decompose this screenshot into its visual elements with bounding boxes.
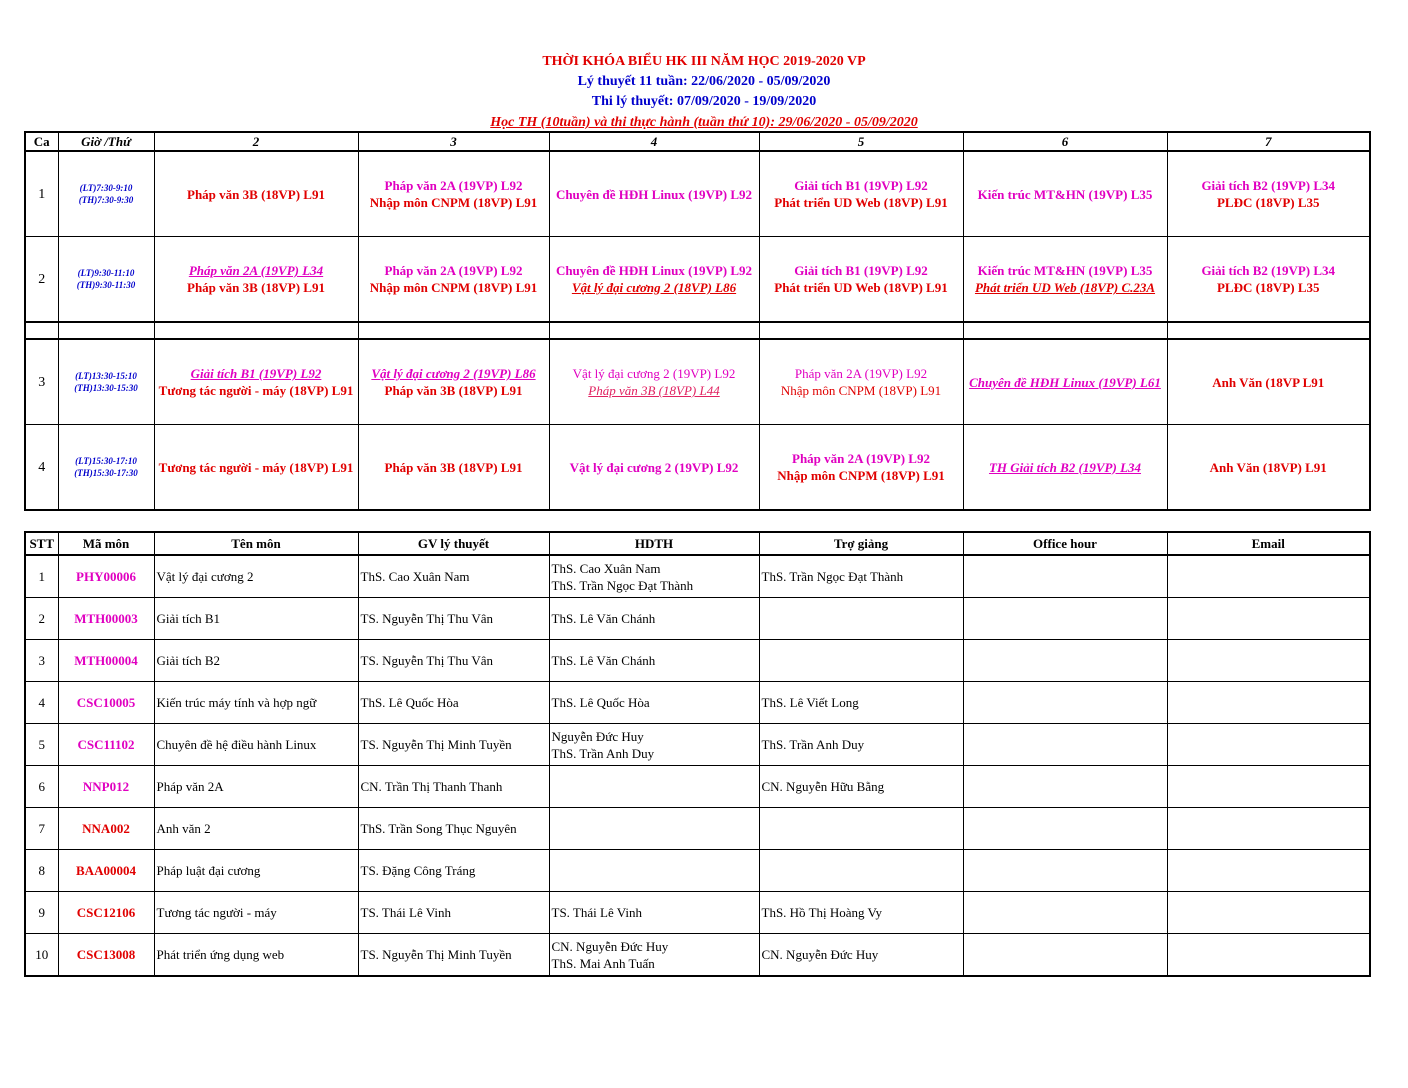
class-entry: Nhập môn CNPM (18VP) L91 <box>369 280 538 295</box>
timetable-row <box>25 151 1370 237</box>
timetable-cell <box>358 237 549 323</box>
class-entry: Nhập môn CNPM (18VP) L91 <box>777 468 945 483</box>
email <box>1167 850 1370 892</box>
course-name: Giải tích B1 <box>154 598 358 640</box>
course-name: Pháp luật đại cương <box>154 850 358 892</box>
course-index: 3 <box>25 640 58 682</box>
exam-period: Thi lý thuyết: 07/09/2020 - 19/09/2020 <box>591 94 817 109</box>
class-entry: Tương tác người - máy (18VP) L91 <box>158 459 354 475</box>
course-header-cell: STT <box>25 532 58 555</box>
course-index: 1 <box>25 555 58 598</box>
class-entry: Pháp văn 2A (19VP) L92 <box>384 263 523 278</box>
theory-lecturer: ThS. Trần Song Thục Nguyên <box>358 808 549 850</box>
class-entry: Vật lý đại cương 2 (19VP) L92 <box>572 366 736 381</box>
class-entry: Vật lý đại cương 2 (18VP) L86 <box>571 280 737 295</box>
class-entry: Pháp văn 3B (18VP) L91 <box>384 383 523 398</box>
teaching-assistant: ThS. Trần Ngọc Đạt Thành <box>759 555 963 598</box>
theory-lecturer: TS. Đặng Công Tráng <box>358 850 549 892</box>
practice-instructor: ThS. Trần Anh Duy <box>551 745 655 761</box>
class-entry: Anh Văn (18VP L91 <box>1212 374 1325 390</box>
timetable-row <box>25 425 1370 511</box>
timetable-header-cell: 4 <box>549 132 759 151</box>
course-index: 4 <box>25 682 58 724</box>
table-row <box>25 808 1370 850</box>
theory-lecturer: TS. Nguyễn Thị Minh Tuyền <box>358 934 549 977</box>
class-entry: Anh Văn (18VP) L91 <box>1209 459 1327 475</box>
course-code: CSC13008 <box>58 934 154 977</box>
timetable-cell <box>759 425 963 511</box>
course-code: CSC10005 <box>58 682 154 724</box>
timetable-body <box>25 151 1370 510</box>
practice-instructors <box>549 766 759 808</box>
practice-instructor: ThS. Lê Quốc Hòa <box>551 695 650 710</box>
theory-lecturer: TS. Nguyễn Thị Thu Vân <box>358 598 549 640</box>
course-header-cell: Tên môn <box>154 532 358 555</box>
course-code: MTH00003 <box>58 598 154 640</box>
class-entry: PLĐC (18VP) L35 <box>1216 280 1320 295</box>
practice-instructors <box>549 808 759 850</box>
table-row <box>25 555 1370 598</box>
time-range: (LT)7:30-9:10 <box>79 183 133 193</box>
timetable-row <box>25 237 1370 323</box>
course-code: NNA002 <box>58 808 154 850</box>
course-name: Phát triển ứng dụng web <box>154 934 358 977</box>
break-cell <box>58 322 154 339</box>
timetable-cell <box>963 237 1167 323</box>
office-hour <box>963 934 1167 977</box>
course-name: Anh văn 2 <box>154 808 358 850</box>
document-title: THỜI KHÓA BIỂU HK III NĂM HỌC 2019-2020 VP <box>542 54 866 69</box>
time-cell <box>58 339 154 425</box>
course-index: 10 <box>25 934 58 977</box>
break-cell <box>25 322 58 339</box>
theory-lecturer: TS. Nguyễn Thị Minh Tuyền <box>358 724 549 766</box>
class-entry: Pháp văn 3B (18VP) L44 <box>588 383 720 398</box>
course-code: PHY00006 <box>58 555 154 598</box>
office-hour <box>963 724 1167 766</box>
class-entry: Phát triển UD Web (18VP) L91 <box>774 280 948 295</box>
course-index: 6 <box>25 766 58 808</box>
office-hour <box>963 808 1167 850</box>
theory-period: Lý thuyết 11 tuần: 22/06/2020 - 05/09/2020 <box>577 74 831 89</box>
theory-lecturer: TS. Thái Lê Vinh <box>358 892 549 934</box>
class-entry: TH Giải tích B2 (19VP) L34 <box>988 459 1142 475</box>
course-index: 2 <box>25 598 58 640</box>
class-entry: Chuyên đề HĐH Linux (19VP) L92 <box>555 186 753 202</box>
office-hour <box>963 555 1167 598</box>
course-name: Chuyên đề hệ điều hành Linux <box>154 724 358 766</box>
timetable-cell <box>1167 151 1370 237</box>
timetable-cell <box>358 339 549 425</box>
timetable-header-cell: 2 <box>154 132 358 151</box>
teaching-assistant <box>759 598 963 640</box>
course-header-cell: Mã môn <box>58 532 154 555</box>
course-index: 5 <box>25 724 58 766</box>
break-cell <box>1167 322 1370 339</box>
course-name: Giải tích B2 <box>154 640 358 682</box>
practice-instructors <box>549 598 759 640</box>
time-range: (TH)7:30-9:30 <box>78 195 134 205</box>
course-list-table <box>24 531 1371 977</box>
class-entry: Giải tích B1 (19VP) L92 <box>794 178 928 193</box>
office-hour <box>963 682 1167 724</box>
table-row <box>25 682 1370 724</box>
time-range: (TH)9:30-11:30 <box>76 280 136 290</box>
class-entry: PLĐC (18VP) L35 <box>1216 195 1320 210</box>
teaching-assistant: ThS. Trần Anh Duy <box>759 724 963 766</box>
break-cell <box>549 322 759 339</box>
teaching-assistant <box>759 808 963 850</box>
email <box>1167 766 1370 808</box>
practice-instructor: Nguyễn Đức Huy <box>551 728 644 744</box>
teaching-assistant: CN. Nguyễn Hữu Bằng <box>759 766 963 808</box>
email <box>1167 934 1370 977</box>
course-code: NNP012 <box>58 766 154 808</box>
shift-number: 4 <box>25 425 58 511</box>
class-entry: Vật lý đại cương 2 (19VP) L92 <box>569 459 739 475</box>
class-entry: Pháp văn 2A (19VP) L92 <box>794 366 928 381</box>
timetable-cell <box>759 237 963 323</box>
practice-instructor: ThS. Lê Văn Chánh <box>551 653 656 668</box>
table-row <box>25 598 1370 640</box>
timetable-header-cell: 3 <box>358 132 549 151</box>
table-row <box>25 892 1370 934</box>
teaching-assistant: CN. Nguyễn Đức Huy <box>759 934 963 977</box>
office-hour <box>963 766 1167 808</box>
timetable-cell <box>358 425 549 511</box>
practice-instructor: ThS. Cao Xuân Nam <box>551 560 661 576</box>
course-header-cell: HDTH <box>549 532 759 555</box>
time-cell <box>58 237 154 323</box>
theory-lecturer: CN. Trần Thị Thanh Thanh <box>358 766 549 808</box>
timetable-cell <box>154 339 358 425</box>
break-cell <box>963 322 1167 339</box>
timetable-cell <box>549 151 759 237</box>
email <box>1167 724 1370 766</box>
course-header-cell: Office hour <box>963 532 1167 555</box>
timetable-header-cell: 5 <box>759 132 963 151</box>
timetable-cell <box>549 425 759 511</box>
class-entry: Chuyên đề HĐH Linux (19VP) L92 <box>555 263 753 278</box>
shift-number: 3 <box>25 339 58 425</box>
teaching-assistant <box>759 640 963 682</box>
teaching-assistant: ThS. Lê Viết Long <box>759 682 963 724</box>
timetable-cell <box>759 339 963 425</box>
shift-number: 2 <box>25 237 58 323</box>
timetable-cell <box>549 237 759 323</box>
course-code: MTH00004 <box>58 640 154 682</box>
time-range: (LT)15:30-17:10 <box>75 456 137 466</box>
class-entry: Nhập môn CNPM (18VP) L91 <box>780 383 942 398</box>
course-name: Pháp văn 2A <box>154 766 358 808</box>
class-entry: Phát triển UD Web (18VP) L91 <box>774 195 948 210</box>
table-row <box>25 934 1370 977</box>
timetable-header-cell: Giờ /Thứ <box>58 132 154 151</box>
office-hour <box>963 892 1167 934</box>
class-entry: Pháp văn 2A (19VP) L92 <box>384 178 523 193</box>
class-entry: Pháp văn 2A (19VP) L34 <box>188 263 324 278</box>
timetable-cell <box>358 151 549 237</box>
time-range: (TH)15:30-17:30 <box>74 468 138 478</box>
lunch-break-row <box>25 322 1370 339</box>
course-code: BAA00004 <box>58 850 154 892</box>
timetable-cell <box>963 425 1167 511</box>
office-hour <box>963 850 1167 892</box>
class-entry: Giải tích B1 (19VP) L92 <box>794 263 928 278</box>
class-entry: Pháp văn 3B (18VP) L91 <box>384 459 523 475</box>
timetable-cell <box>759 151 963 237</box>
table-row <box>25 766 1370 808</box>
timetable-cell <box>963 151 1167 237</box>
class-entry: Giải tích B1 (19VP) L92 <box>190 366 322 381</box>
class-entry: Tương tác người - máy (18VP) L91 <box>158 383 354 398</box>
practice-instructors <box>549 640 759 682</box>
timetable-cell <box>154 425 358 511</box>
class-entry: Pháp văn 3B (18VP) L91 <box>187 280 325 295</box>
practice-instructors <box>549 892 759 934</box>
course-index: 9 <box>25 892 58 934</box>
course-header-row <box>25 532 1370 555</box>
course-code: CSC12106 <box>58 892 154 934</box>
theory-lecturer: ThS. Lê Quốc Hòa <box>358 682 549 724</box>
practice-instructors <box>549 724 759 766</box>
course-name: Vật lý đại cương 2 <box>154 555 358 598</box>
break-cell <box>358 322 549 339</box>
course-code: CSC11102 <box>58 724 154 766</box>
practice-period: Học TH (10tuần) và thi thực hành (tuần thứ 10): 29/06/2020 - 05/09/2020 <box>490 115 918 130</box>
timetable-cell <box>1167 425 1370 511</box>
class-entry: Chuyên đề HĐH Linux (19VP) L61 <box>969 374 1161 390</box>
class-entry: Giải tích B2 (19VP) L34 <box>1201 263 1336 278</box>
timetable-cell <box>154 151 358 237</box>
table-row <box>25 724 1370 766</box>
table-row <box>25 850 1370 892</box>
course-index: 7 <box>25 808 58 850</box>
class-entry: Giải tích B2 (19VP) L34 <box>1201 178 1336 193</box>
timetable-header-cell: 7 <box>1167 132 1370 151</box>
teaching-assistant <box>759 850 963 892</box>
practice-instructors <box>549 850 759 892</box>
practice-instructors <box>549 682 759 724</box>
timetable-row <box>25 339 1370 425</box>
shift-number: 1 <box>25 151 58 237</box>
theory-lecturer: ThS. Cao Xuân Nam <box>358 555 549 598</box>
course-name: Kiến trúc máy tính và hợp ngữ <box>154 682 358 724</box>
class-entry: Nhập môn CNPM (18VP) L91 <box>369 195 538 210</box>
theory-lecturer: TS. Nguyễn Thị Thu Vân <box>358 640 549 682</box>
practice-instructor: ThS. Trần Ngọc Đạt Thành <box>551 577 694 593</box>
time-range: (TH)13:30-15:30 <box>74 383 138 393</box>
timetable-cell <box>963 339 1167 425</box>
timetable-header-row <box>25 132 1370 151</box>
practice-instructor: TS. Thái Lê Vinh <box>551 905 642 920</box>
time-range: (LT)13:30-15:10 <box>75 371 137 381</box>
class-entry: Pháp văn 3B (18VP) L91 <box>187 186 325 202</box>
practice-instructors <box>549 934 759 977</box>
timetable-cell <box>154 237 358 323</box>
practice-instructor: CN. Nguyễn Đức Huy <box>551 938 669 954</box>
timetable-cell <box>549 339 759 425</box>
class-entry: Kiến trúc MT&HN (19VP) L35 <box>977 263 1153 278</box>
practice-instructor: ThS. Mai Anh Tuấn <box>551 955 655 971</box>
course-header-cell: Email <box>1167 532 1370 555</box>
email <box>1167 682 1370 724</box>
table-row <box>25 640 1370 682</box>
course-name: Tương tác người - máy <box>154 892 358 934</box>
timetable-cell <box>1167 237 1370 323</box>
timetable <box>24 131 1371 511</box>
course-list-body <box>25 555 1370 976</box>
email <box>1167 555 1370 598</box>
time-cell <box>58 151 154 237</box>
course-header-cell: GV lý thuyết <box>358 532 549 555</box>
class-entry: Pháp văn 2A (19VP) L92 <box>792 451 930 466</box>
teaching-assistant: ThS. Hồ Thị Hoàng Vy <box>759 892 963 934</box>
office-hour <box>963 598 1167 640</box>
email <box>1167 640 1370 682</box>
email <box>1167 808 1370 850</box>
timetable-header-cell: 6 <box>963 132 1167 151</box>
practice-instructor: ThS. Lê Văn Chánh <box>551 611 656 626</box>
break-cell <box>759 322 963 339</box>
practice-instructors <box>549 555 759 598</box>
office-hour <box>963 640 1167 682</box>
class-entry: Vật lý đại cương 2 (19VP) L86 <box>371 366 536 381</box>
email <box>1167 598 1370 640</box>
class-entry: Kiến trúc MT&HN (19VP) L35 <box>977 186 1153 202</box>
time-cell <box>58 425 154 511</box>
email <box>1167 892 1370 934</box>
course-header-cell: Trợ giảng <box>759 532 963 555</box>
timetable-header-cell: Ca <box>25 132 58 151</box>
course-index: 8 <box>25 850 58 892</box>
time-range: (LT)9:30-11:10 <box>77 268 135 278</box>
timetable-cell <box>1167 339 1370 425</box>
break-cell <box>154 322 358 339</box>
class-entry: Phát triển UD Web (18VP) C.23A <box>974 280 1156 295</box>
